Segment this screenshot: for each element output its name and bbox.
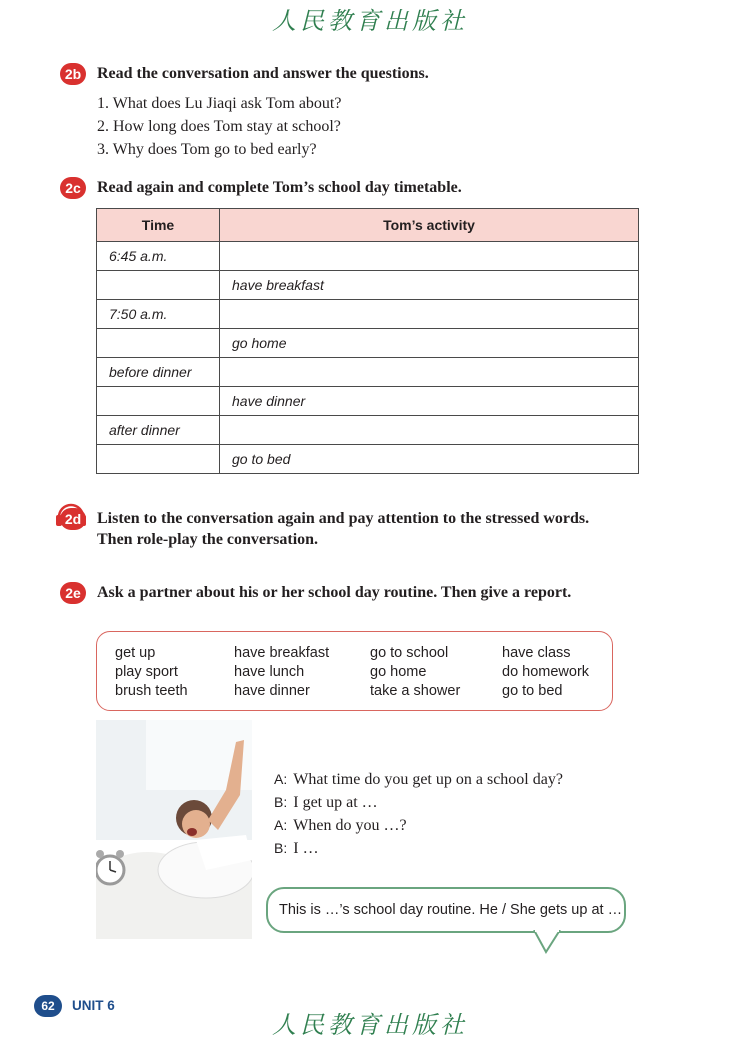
phrase-column xyxy=(370,644,460,701)
time-cell[interactable]: after dinner xyxy=(97,416,220,445)
publisher-logo-bottom: 人民教育出版社 xyxy=(272,1011,468,1039)
dialogue xyxy=(274,768,563,860)
dialogue-line xyxy=(274,837,563,860)
activity-cell[interactable] xyxy=(220,300,639,329)
time-cell[interactable]: 6:45 a.m. xyxy=(97,242,220,271)
heading-2b: Read the conversation and answer the questions. xyxy=(97,65,429,82)
table-row xyxy=(97,416,639,445)
boy-waking-up-photo xyxy=(96,720,252,939)
phrase-item: get up xyxy=(115,645,156,661)
report-speech-bubble: This is …’s school day routine. He / She gets up at … xyxy=(266,887,626,933)
phrase-item: have lunch xyxy=(234,664,305,680)
question-list xyxy=(97,92,341,161)
phrase-item: have breakfast xyxy=(234,645,330,661)
section-badge-2d: 2d xyxy=(60,508,86,530)
column-header-activity: Tom’s activity xyxy=(220,209,639,242)
activity-cell[interactable]: have breakfast xyxy=(220,271,639,300)
dialogue-line xyxy=(274,814,563,837)
speaker-label: B: xyxy=(274,840,288,856)
heading-2d-line2: Then role-play the conversation. xyxy=(97,531,319,548)
speaker-label: A: xyxy=(274,817,288,833)
phrase-item: go to school xyxy=(370,645,449,661)
question-item: 2. How long does Tom stay at school? xyxy=(97,118,341,135)
time-cell[interactable]: 7:50 a.m. xyxy=(97,300,220,329)
activity-cell[interactable] xyxy=(220,242,639,271)
phrase-column xyxy=(115,644,188,701)
dialogue-text: I … xyxy=(293,840,319,857)
activity-cell[interactable] xyxy=(220,416,639,445)
section-badge-2b: 2b xyxy=(60,63,86,85)
section-badge-2c: 2c xyxy=(60,177,86,199)
phrase-item: have class xyxy=(502,645,571,661)
timetable xyxy=(96,208,639,474)
phrase-column xyxy=(234,644,329,701)
table-row xyxy=(97,271,639,300)
time-cell[interactable] xyxy=(97,329,220,358)
phrase-column xyxy=(502,644,589,701)
question-item: 1. What does Lu Jiaqi ask Tom about? xyxy=(97,95,342,112)
phrase-item: take a shower xyxy=(370,683,461,699)
table-row xyxy=(97,387,639,416)
phrase-item: brush teeth xyxy=(115,683,188,699)
dialogue-text: When do you …? xyxy=(293,817,407,834)
speaker-label: A: xyxy=(274,771,288,787)
time-cell[interactable] xyxy=(97,271,220,300)
time-cell[interactable] xyxy=(97,445,220,474)
speaker-label: B: xyxy=(274,794,288,810)
time-cell[interactable] xyxy=(97,387,220,416)
dialogue-text: What time do you get up on a school day? xyxy=(293,771,563,788)
phrase-item: go to bed xyxy=(502,683,563,699)
phrase-item: play sport xyxy=(115,664,178,680)
column-header-time: Time xyxy=(97,209,220,242)
activity-cell[interactable]: go home xyxy=(220,329,639,358)
page-number: 62 xyxy=(34,995,62,1017)
activity-cell[interactable]: have dinner xyxy=(220,387,639,416)
phrase-item: go home xyxy=(370,664,427,680)
activity-cell[interactable] xyxy=(220,358,639,387)
table-row xyxy=(97,445,639,474)
activity-cell[interactable]: go to bed xyxy=(220,445,639,474)
phrase-item: have dinner xyxy=(234,683,310,699)
table-row xyxy=(97,358,639,387)
heading-2d xyxy=(97,508,589,550)
table-row xyxy=(97,242,639,271)
phrase-box xyxy=(96,631,613,711)
dialogue-line xyxy=(274,791,563,814)
heading-2e: Ask a partner about his or her school day routine. Then give a report. xyxy=(97,584,572,601)
heading-2c: Read again and complete Tom’s school day timetable. xyxy=(97,179,462,196)
dialogue-text: I get up at … xyxy=(293,794,378,811)
time-cell[interactable]: before dinner xyxy=(97,358,220,387)
speech-bubble-tail-icon xyxy=(530,930,564,954)
publisher-logo-top: 人民教育出版社 xyxy=(272,7,468,35)
table-row xyxy=(97,329,639,358)
section-badge-2e: 2e xyxy=(60,582,86,604)
phrase-item: do homework xyxy=(502,664,590,680)
heading-2d-line1: Listen to the conversation again and pay attention to the stressed words. xyxy=(97,510,590,527)
question-item: 3. Why does Tom go to bed early? xyxy=(97,141,317,158)
dialogue-line xyxy=(274,768,563,791)
table-row xyxy=(97,300,639,329)
unit-label: UNIT 6 xyxy=(72,998,115,1013)
